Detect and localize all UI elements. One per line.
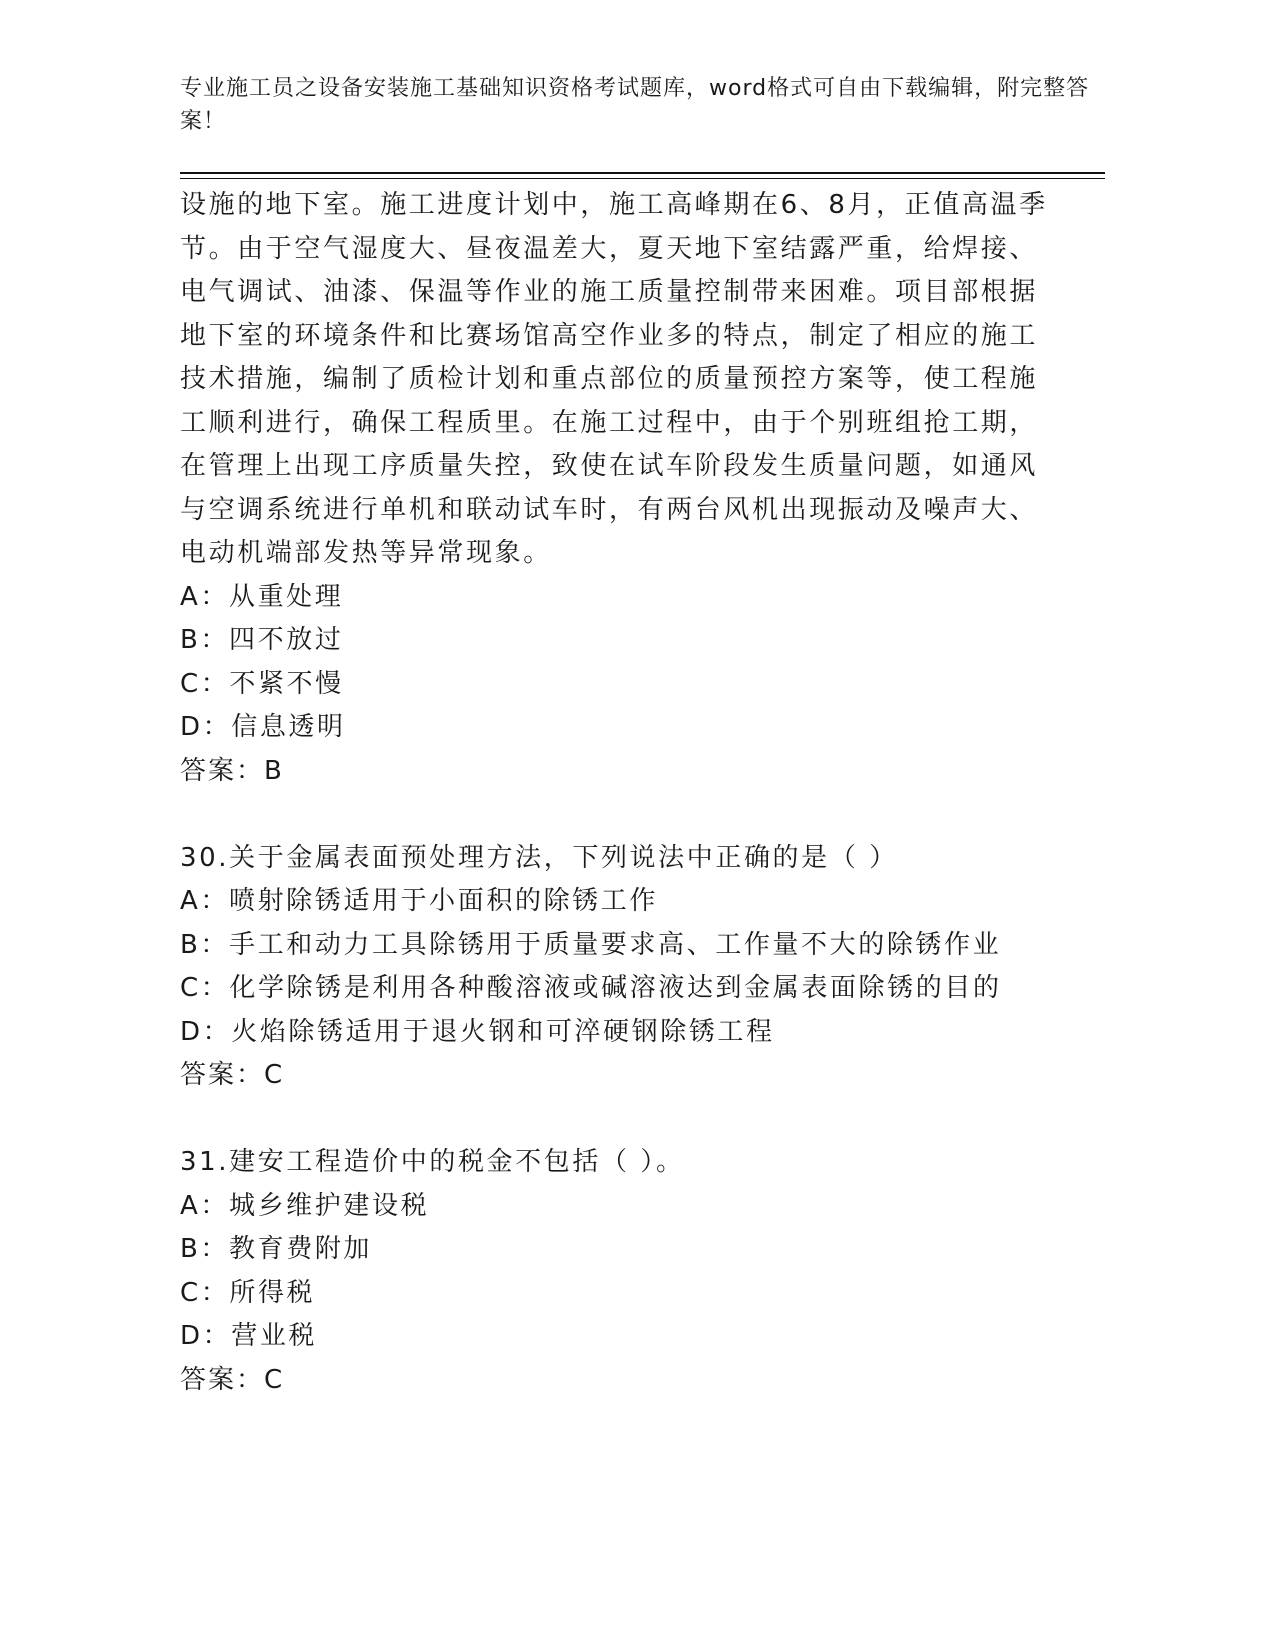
- option-b: B：手工和动力工具除锈用于质量要求高、工作量不大的除锈作业: [180, 929, 1002, 960]
- spacer: [180, 1098, 1110, 1142]
- question-text-line: 电气调试、油漆、保温等作业的施工质量控制带来困难。项目部根据: [180, 277, 1039, 307]
- question-stem: 30.关于金属表面预处理方法，下列说法中正确的是（ ）: [180, 842, 898, 873]
- option-c: C：所得税: [180, 1277, 316, 1308]
- option-d: D：火焰除锈适用于退火钢和可淬硬钢除锈工程: [180, 1016, 775, 1047]
- answer-line: 答案：B: [180, 755, 284, 786]
- option-a: A：城乡维护建设税: [180, 1190, 430, 1221]
- option-a: A：从重处理: [180, 581, 344, 612]
- option-d: D：信息透明: [180, 712, 346, 742]
- option-c: C：不紧不慢: [180, 668, 344, 699]
- question-text-line: 与空调系统进行单机和联动试车时，有两台风机出现振动及噪声大、: [180, 494, 1039, 525]
- option-b: B：四不放过: [180, 625, 344, 655]
- question-text-line: 技术措施，编制了质检计划和重点部位的质量预控方案等，使工程施: [180, 364, 1039, 394]
- option-a: A：喷射除锈适用于小面积的除锈工作: [180, 886, 658, 916]
- question-text-line: 节。由于空气湿度大、昼夜温差大，夏天地下室结露严重，给焊接、: [180, 233, 1039, 264]
- header-rule-thick: [180, 172, 1105, 174]
- page-header: 专业施工员之设备安装施工基础知识资格考试题库，word格式可自由下载编辑，附完整答案！: [180, 76, 1090, 134]
- question-text-line: 设施的地下室。施工进度计划中，施工高峰期在6、8月，正值高温季: [180, 190, 1048, 220]
- answer-line: 答案：C: [180, 1060, 285, 1090]
- header-rule-thin: [180, 178, 1105, 179]
- question-text-line: 地下室的环境条件和比赛场馆高空作业多的特点，制定了相应的施工: [180, 320, 1039, 351]
- question-text-line: 工顺利进行，确保工程质里。在施工过程中，由于个别班组抢工期，: [180, 407, 1039, 438]
- spacer: [180, 793, 1110, 837]
- option-c: C：化学除锈是利用各种酸溶液或碱溶液达到金属表面除锈的目的: [180, 973, 1002, 1003]
- question-31-block: [180, 1141, 1110, 1402]
- question-stem: 31.建安工程造价中的税金不包括（ ）。: [180, 1147, 685, 1177]
- question-text-line: 电动机端部发热等异常现象。: [180, 538, 552, 568]
- answer-line: 答案：C: [180, 1364, 285, 1395]
- question-30-block: [180, 837, 1110, 1098]
- document-body: [180, 184, 1110, 1402]
- option-b: B：教育费附加: [180, 1234, 373, 1264]
- question-text-line: 在管理上出现工序质量失控，致使在试车阶段发生质量问题，如通风: [180, 451, 1039, 481]
- option-d: D：营业税: [180, 1321, 318, 1351]
- question-29-block: [180, 184, 1110, 793]
